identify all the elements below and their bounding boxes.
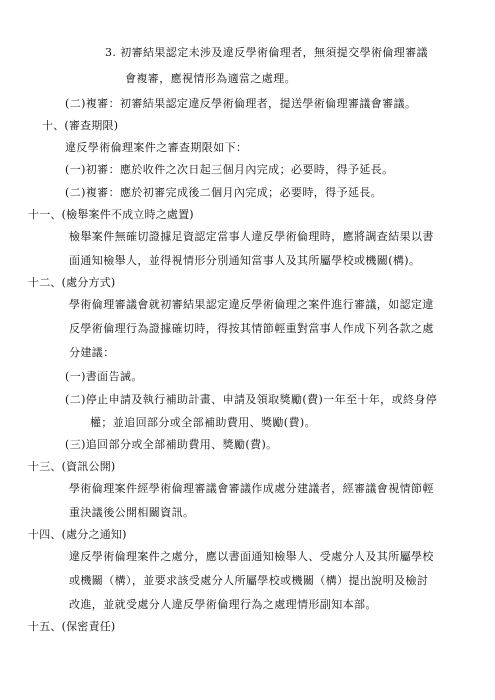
section-14-line-3: 改進，並就受處分人違反學術倫理行為之處理情形副知本部。 — [69, 598, 377, 611]
section-12-line-2: 反學術倫理行為證據確切時，得按其情節輕重對當事人作成下列各款之處 — [69, 322, 434, 335]
section-11-heading: 十一、(檢舉案件不成立時之處置) — [28, 208, 194, 221]
section-10-item-2: (二)複審：應於初審完成後二個月內完成；必要時，得予延長。 — [65, 186, 383, 199]
section-13-heading: 十三、(資訊公開) — [28, 460, 116, 473]
section-10-item-1: (一)初審：應於收件之次日起三個月內完成；必要時，得予延長。 — [65, 163, 394, 176]
section-13-line-2: 重決議後公開相關資訊。 — [69, 506, 195, 519]
item-3-line-1: 3. 初審結果認定未涉及違反學術倫理者，無須提交學術倫理審議 — [105, 46, 428, 59]
section-12-item-2-line-1: (二)停止申請及執行補助計畫、申請及領取獎勵(費)一年至十年，或終身停 — [65, 393, 438, 406]
item-3-line-2: 會複審，應視情形為適當之處理。 — [125, 72, 296, 85]
section-11-line-1: 檢舉案件無確切證據足資認定當事人違反學術倫理時，應將調查結果以書 — [69, 230, 434, 243]
review-second-line: (二)複審：初審結果認定違反學術倫理者，提送學術倫理審議會審議。 — [65, 97, 417, 110]
section-11-line-2: 面通知檢舉人，並得視情形分別通知當事人及其所屬學校或機關(構)。 — [69, 254, 421, 267]
section-10-heading: 十、(審查期限) — [42, 119, 119, 132]
section-15-heading: 十五、(保密責任) — [28, 620, 116, 633]
section-12-line-1: 學術倫理審議會就初審結果認定違反學術倫理之案件進行審議，如認定違 — [69, 298, 434, 311]
section-14-line-2: 或機關（構），並要求該受處分人所屬學校或機關（構）提出說明及檢討 — [69, 574, 429, 587]
section-12-item-3: (三)追回部分或全部補助費用、獎勵(費)。 — [65, 438, 278, 451]
section-14-heading: 十四、(處分之通知) — [28, 528, 127, 541]
section-12-item-2-line-2: 權；並追回部分或全部補助費用、獎勵(費)。 — [90, 416, 316, 429]
section-14-line-1: 違反學術倫理案件之處分，應以書面通知檢舉人、受處分人及其所屬學校 — [69, 550, 434, 563]
section-12-item-1: (一)書面告誡。 — [65, 370, 143, 383]
section-12-line-3: 分建議： — [69, 346, 115, 359]
section-12-heading: 十二、(處分方式) — [28, 276, 116, 289]
section-10-intro: 違反學術倫理案件之審查期限如下： — [65, 141, 248, 154]
section-13-line-1: 學術倫理案件經學術倫理審議會審議作成處分建議者，經審議會視情節輕 — [69, 482, 434, 495]
